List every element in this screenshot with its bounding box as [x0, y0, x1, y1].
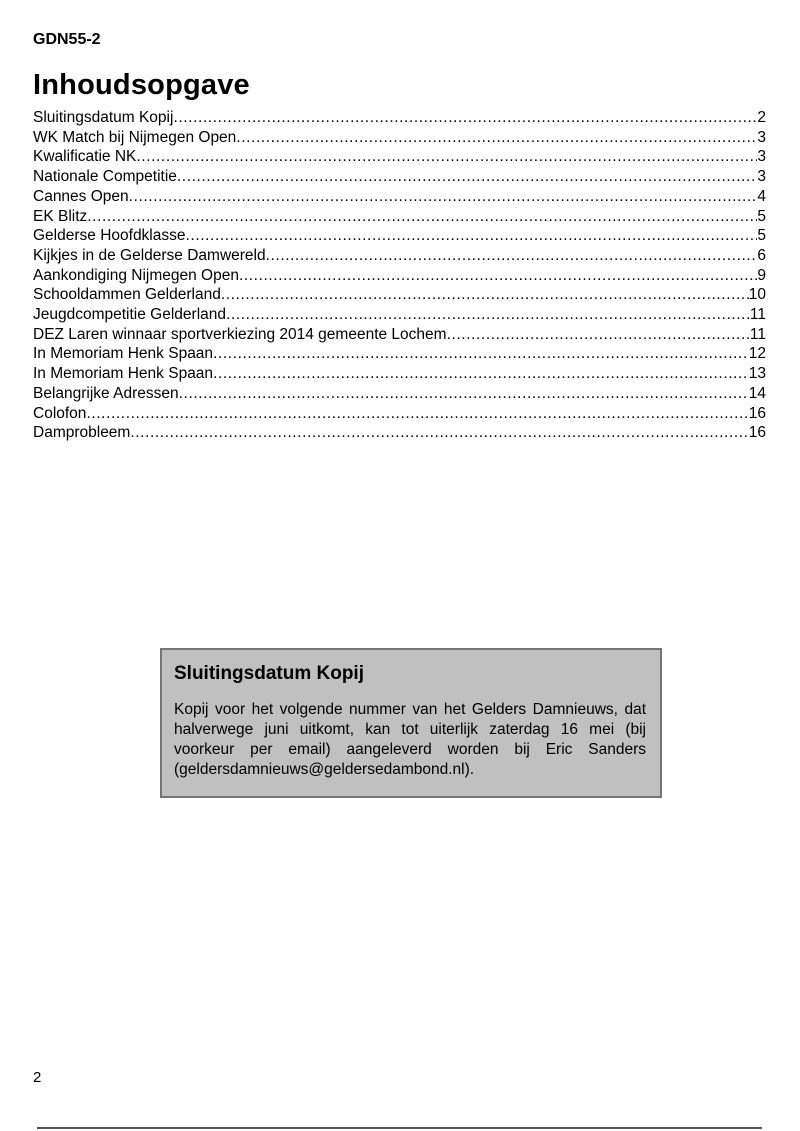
toc-entry-page: 14 — [748, 384, 766, 402]
toc-leader-dots — [213, 364, 749, 384]
toc-entry-title: Gelderse Hoofdklasse — [33, 227, 186, 245]
toc-leader-dots — [173, 108, 757, 128]
toc-entry[interactable] — [33, 167, 766, 187]
toc-entry-page: 16 — [748, 424, 766, 442]
toc-entry-page: 16 — [748, 404, 766, 422]
toc-leader-dots — [236, 128, 757, 148]
footer-divider-line — [37, 1127, 762, 1129]
toc-entry[interactable] — [33, 147, 766, 167]
toc-entry-title: Damprobleem — [33, 424, 131, 442]
toc-entry[interactable] — [33, 285, 766, 305]
page-title: Inhoudsopgave — [33, 69, 250, 101]
toc-entry[interactable] — [33, 305, 766, 325]
toc-entry-title: Kijkjes in de Gelderse Damwereld — [33, 246, 266, 264]
toc-list — [33, 108, 766, 443]
toc-entry-page: 11 — [749, 325, 766, 343]
toc-leader-dots — [130, 423, 748, 443]
deadline-callout-box — [160, 648, 662, 798]
toc-entry-title: In Memoriam Henk Spaan — [33, 345, 214, 363]
toc-leader-dots — [226, 305, 750, 325]
toc-leader-dots — [179, 384, 749, 404]
toc-entry-page: 3 — [757, 168, 766, 186]
toc-entry-title: EK Blitz — [33, 207, 88, 225]
toc-leader-dots — [87, 207, 757, 227]
toc-entry-title: Nationale Competitie — [33, 168, 177, 186]
toc-entry-page: 13 — [748, 365, 766, 383]
toc-leader-dots — [239, 266, 757, 286]
toc-entry-title: WK Match bij Nijmegen Open — [33, 128, 237, 146]
toc-entry-page: 5 — [757, 207, 766, 225]
callout-heading: Sluitingsdatum Kopij — [174, 663, 364, 684]
toc-entry[interactable] — [33, 187, 766, 207]
toc-entry-page: 6 — [757, 246, 766, 264]
toc-entry-title: Colofon — [33, 404, 87, 422]
toc-entry[interactable] — [33, 423, 766, 443]
toc-entry[interactable] — [33, 207, 766, 227]
toc-entry-page: 11 — [749, 306, 766, 324]
toc-entry-page: 3 — [757, 128, 766, 146]
toc-entry[interactable] — [33, 384, 766, 404]
toc-leader-dots — [266, 246, 758, 266]
toc-entry[interactable] — [33, 364, 766, 384]
toc-entry-page: 3 — [757, 148, 766, 166]
toc-leader-dots — [129, 187, 758, 207]
toc-leader-dots — [447, 325, 750, 345]
toc-leader-dots — [177, 167, 757, 187]
toc-entry-title: Aankondiging Nijmegen Open — [33, 266, 239, 284]
toc-entry-title: In Memoriam Henk Spaan — [33, 365, 214, 383]
toc-leader-dots — [186, 226, 758, 246]
toc-entry[interactable] — [33, 226, 766, 246]
callout-body-text: Kopij voor het volgende nummer van het Gelders Damnieuws, dat halverwege juni uitkomt, kan tot uiterlijk zaterdag 16 mei (bij voorkeur per email) aangeleverd worden bij Eric Sanders (geldersdamnieuws@geldersedambond.nl). — [174, 701, 646, 778]
toc-leader-dots — [136, 147, 757, 167]
footer-page-number: 2 — [33, 1069, 42, 1086]
toc-entry-title: DEZ Laren winnaar sportverkiezing 2014 gemeente Lochem — [33, 325, 447, 343]
toc-entry-page: 9 — [757, 266, 766, 284]
toc-entry[interactable] — [33, 246, 766, 266]
toc-entry-title: Kwalificatie NK — [33, 148, 137, 166]
toc-entry[interactable] — [33, 344, 766, 364]
toc-entry-title: Sluitingsdatum Kopij — [33, 109, 174, 126]
toc-entry[interactable] — [33, 266, 766, 286]
doc-code: GDN55-2 — [33, 31, 101, 48]
toc-entry[interactable] — [33, 108, 766, 128]
toc-leader-dots — [221, 285, 749, 305]
toc-entry-title: Cannes Open — [33, 187, 129, 205]
toc-leader-dots — [86, 404, 748, 424]
toc-entry-title: Schooldammen Gelderland — [33, 286, 221, 304]
toc-entry[interactable] — [33, 128, 766, 148]
toc-leader-dots — [213, 344, 749, 364]
toc-entry-page: 10 — [748, 286, 766, 304]
toc-entry[interactable] — [33, 325, 766, 345]
toc-entry-page: 5 — [757, 227, 766, 245]
toc-entry-title: Jeugdcompetitie Gelderland — [33, 306, 227, 324]
toc-entry[interactable] — [33, 404, 766, 424]
toc-entry-title: Belangrijke Adressen — [33, 384, 179, 402]
toc-entry-page: 2 — [757, 109, 766, 126]
toc-entry-page: 12 — [748, 345, 766, 363]
toc-entry-page: 4 — [757, 187, 766, 205]
